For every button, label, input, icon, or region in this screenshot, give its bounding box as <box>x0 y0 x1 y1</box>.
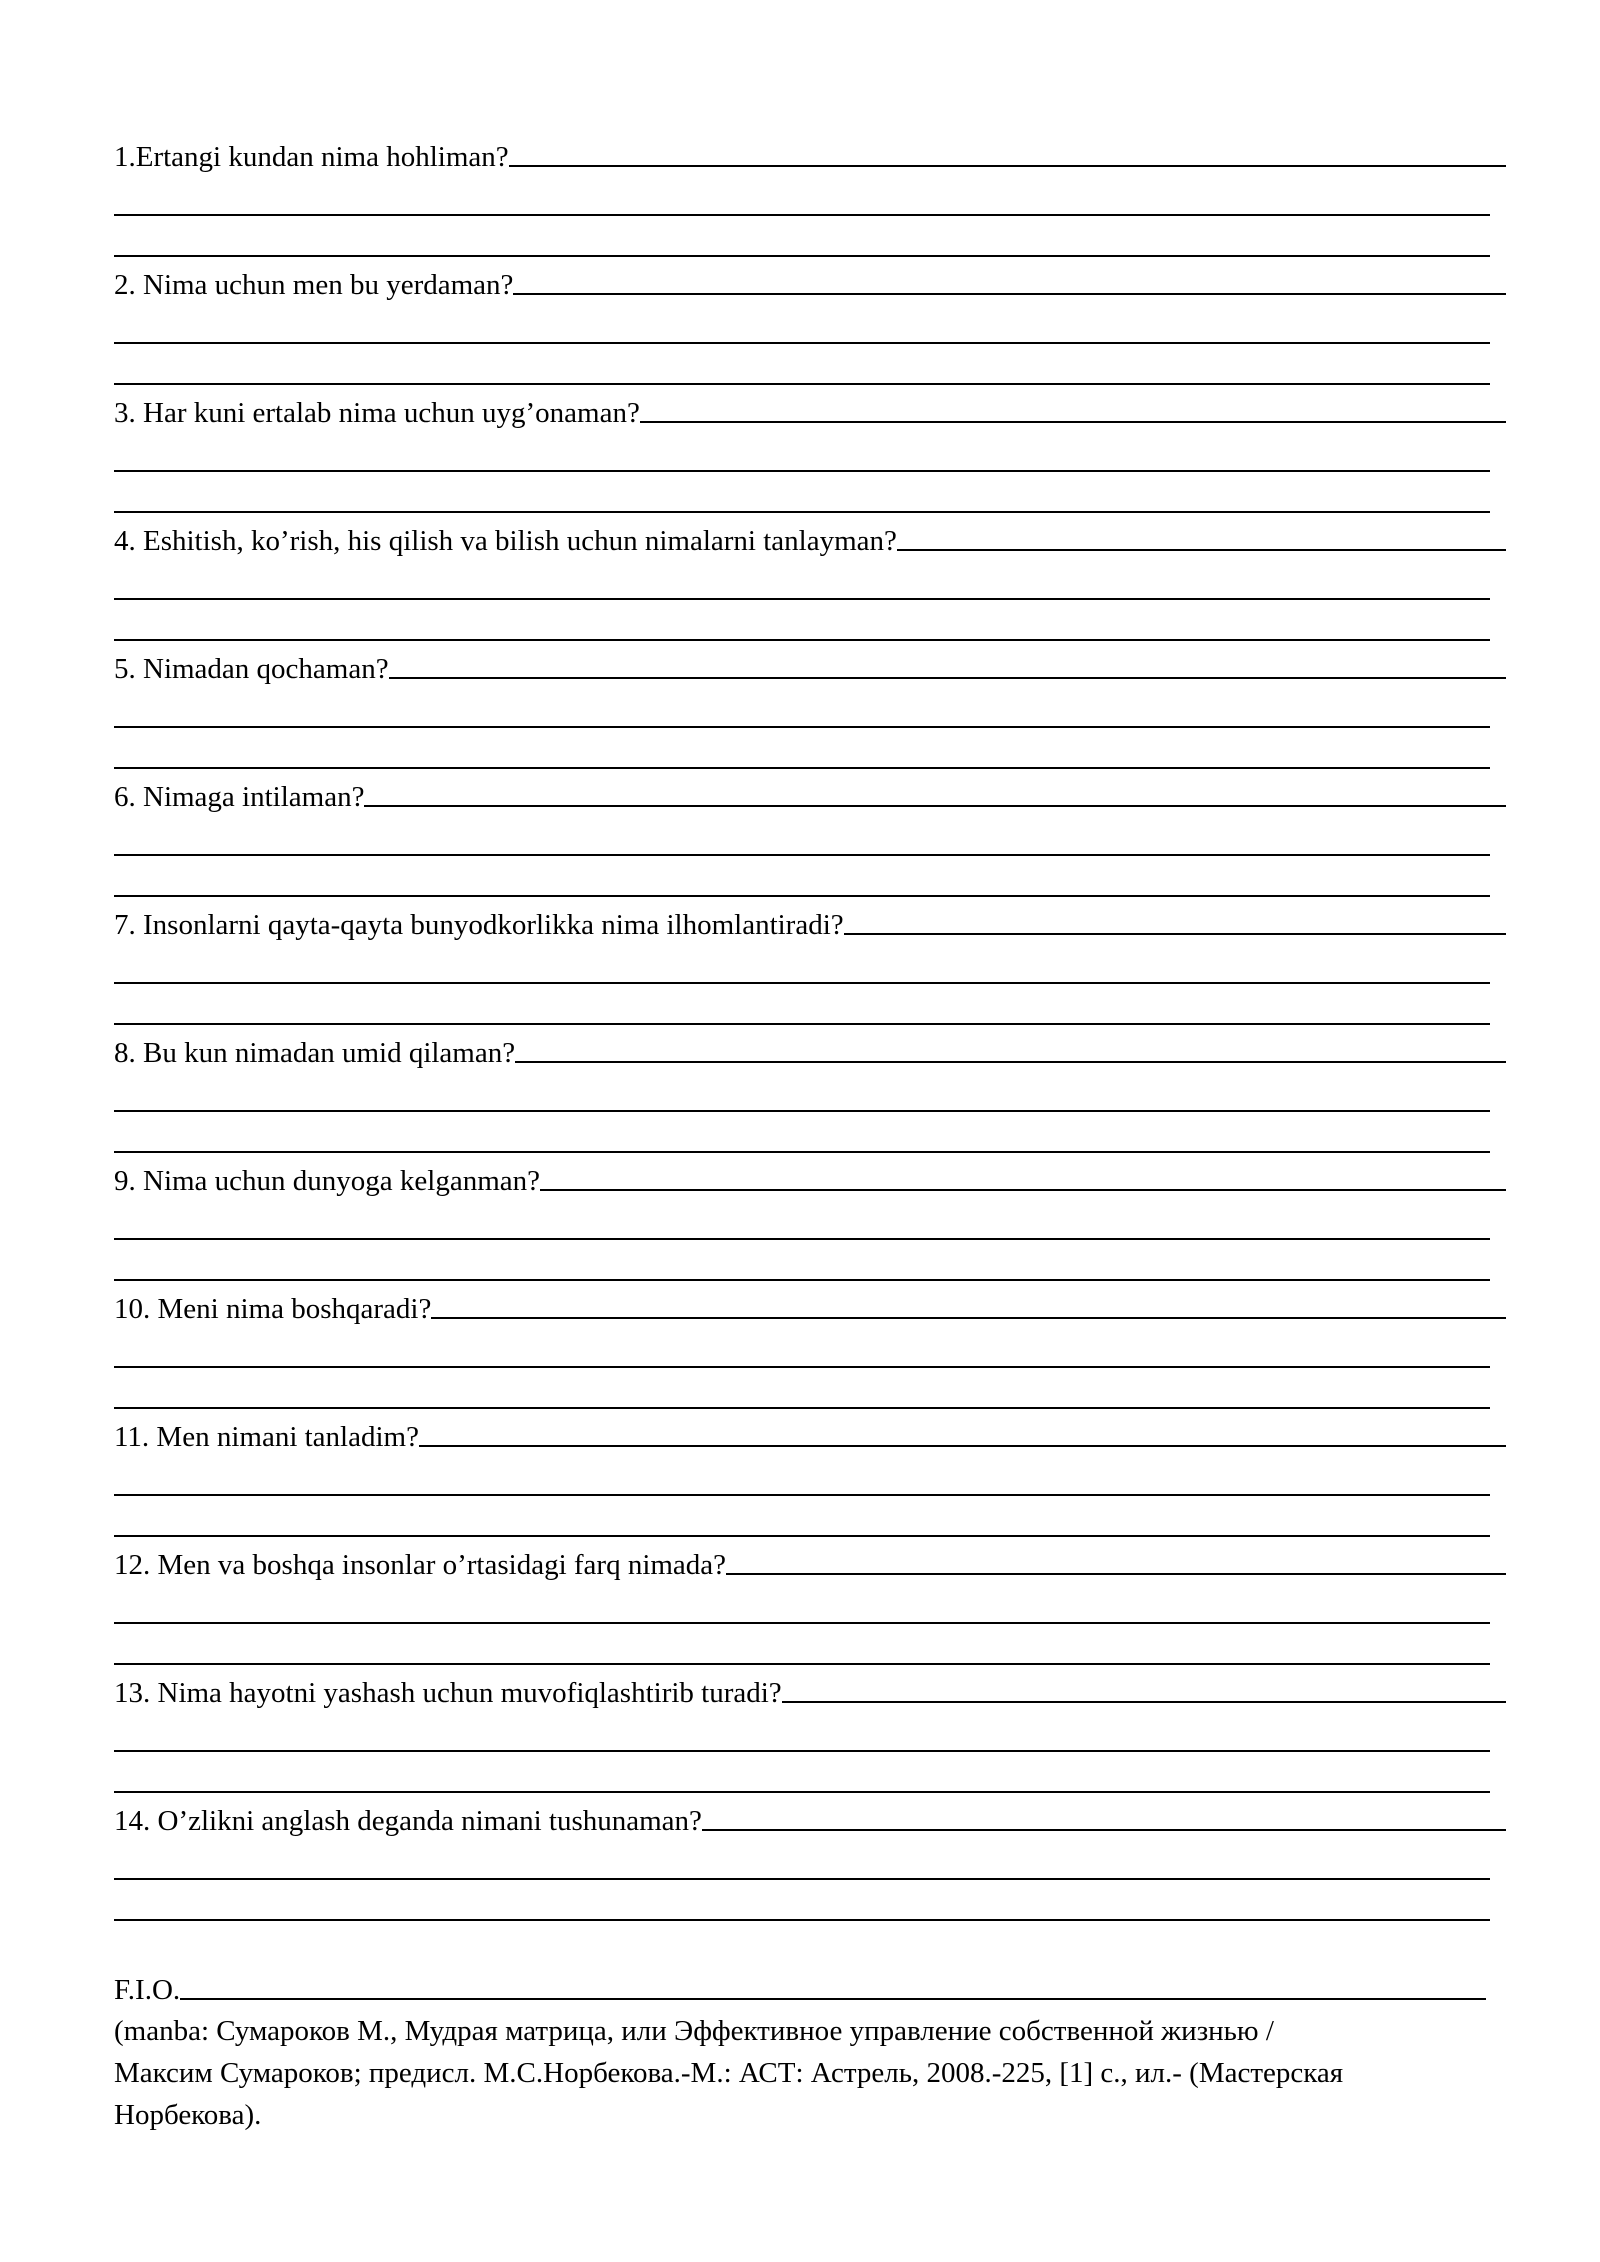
answer-line[interactable] <box>114 856 1490 897</box>
answer-line[interactable] <box>515 1059 1506 1063</box>
answer-line[interactable] <box>114 1624 1490 1665</box>
question-text: 3. Har kuni ertalab nima uchun uyg’onaman? <box>114 397 640 429</box>
answer-line[interactable] <box>114 1112 1490 1153</box>
question-text: 13. Nima hayotni yashash uchun muvofiqlashtirib turadi? <box>114 1677 782 1709</box>
answer-line[interactable] <box>114 1455 1490 1496</box>
question-text: 5. Nimadan qochaman? <box>114 653 389 685</box>
question-14 <box>114 1796 1509 1924</box>
question-text: 11. Men nimani tanladim? <box>114 1421 419 1453</box>
answer-line[interactable] <box>844 931 1506 935</box>
answer-line[interactable] <box>114 1368 1490 1409</box>
question-8 <box>114 1028 1509 1156</box>
source-line-1: (manba: Сумароков М., Мудрая матрица, или Эффективное управление собственной жизнью / <box>114 2015 1274 2047</box>
question-1 <box>114 132 1509 260</box>
question-list <box>114 132 1509 1924</box>
answer-line[interactable] <box>114 1327 1490 1368</box>
question-11 <box>114 1412 1509 1540</box>
question-2 <box>114 260 1509 388</box>
answer-line[interactable] <box>782 1699 1506 1703</box>
answer-line[interactable] <box>114 984 1490 1025</box>
answer-line[interactable] <box>419 1443 1506 1447</box>
answer-line[interactable] <box>114 1496 1490 1537</box>
answer-line[interactable] <box>431 1315 1506 1319</box>
question-3 <box>114 388 1509 516</box>
answer-line[interactable] <box>702 1827 1506 1831</box>
answer-line[interactable] <box>114 1071 1490 1112</box>
answer-line[interactable] <box>114 431 1490 472</box>
question-12 <box>114 1540 1509 1668</box>
question-9 <box>114 1156 1509 1284</box>
signature-label: F.I.O. <box>114 1974 181 2006</box>
source-line-3: Норбекова). <box>114 2099 262 2131</box>
question-text: 7. Insonlarni qayta-qayta bunyodkorlikka nima ilhomlantiradi? <box>114 909 844 941</box>
answer-line[interactable] <box>114 1752 1490 1793</box>
signature-line[interactable] <box>180 1998 1486 2000</box>
question-4 <box>114 516 1509 644</box>
answer-line[interactable] <box>114 472 1490 513</box>
question-5 <box>114 644 1509 772</box>
question-text: 10. Meni nima boshqaradi? <box>114 1293 432 1325</box>
source-citation <box>114 2010 1514 2136</box>
question-text: 14. O’zlikni anglash deganda nimani tushunaman? <box>114 1805 702 1837</box>
question-text: 4. Eshitish, ko’rish, his qilish va bilish uchun nimalarni tanlayman? <box>114 525 897 557</box>
signature-block <box>114 1966 1486 2008</box>
question-text: 8. Bu kun nimadan umid qilaman? <box>114 1037 516 1069</box>
answer-line[interactable] <box>640 419 1506 423</box>
answer-line[interactable] <box>114 1240 1490 1281</box>
answer-line[interactable] <box>513 291 1506 295</box>
answer-line[interactable] <box>114 815 1490 856</box>
answer-line[interactable] <box>364 803 1506 807</box>
answer-line[interactable] <box>114 1199 1490 1240</box>
answer-line[interactable] <box>509 163 1506 167</box>
answer-line[interactable] <box>540 1187 1506 1191</box>
question-7 <box>114 900 1509 1028</box>
answer-line[interactable] <box>389 675 1506 679</box>
answer-line[interactable] <box>114 1583 1490 1624</box>
question-6 <box>114 772 1509 900</box>
answer-line[interactable] <box>114 1839 1490 1880</box>
answer-line[interactable] <box>114 216 1490 257</box>
question-text: 2. Nima uchun men bu yerdaman? <box>114 269 514 301</box>
answer-line[interactable] <box>114 559 1490 600</box>
question-10 <box>114 1284 1509 1412</box>
answer-line[interactable] <box>114 687 1490 728</box>
answer-line[interactable] <box>114 600 1490 641</box>
answer-line[interactable] <box>114 175 1490 216</box>
question-text: 12. Men va boshqa insonlar o’rtasidagi farq nimada? <box>114 1549 727 1581</box>
question-text: 6. Nimaga intilaman? <box>114 781 365 813</box>
answer-line[interactable] <box>897 547 1506 551</box>
answer-line[interactable] <box>114 1880 1490 1921</box>
answer-line[interactable] <box>114 1711 1490 1752</box>
question-text: 1.Ertangi kundan nima hohliman? <box>114 141 509 173</box>
answer-line[interactable] <box>114 303 1490 344</box>
answer-line[interactable] <box>114 943 1490 984</box>
source-line-2: Максим Сумароков; предисл. М.С.Норбекова.-М.: АСТ: Астрель, 2008.-225, [1] с., ил.- (Мастерская <box>114 2057 1344 2089</box>
question-13 <box>114 1668 1509 1796</box>
answer-line[interactable] <box>726 1571 1506 1575</box>
question-text: 9. Nima uchun dunyoga kelganman? <box>114 1165 541 1197</box>
answer-line[interactable] <box>114 728 1490 769</box>
answer-line[interactable] <box>114 344 1490 385</box>
